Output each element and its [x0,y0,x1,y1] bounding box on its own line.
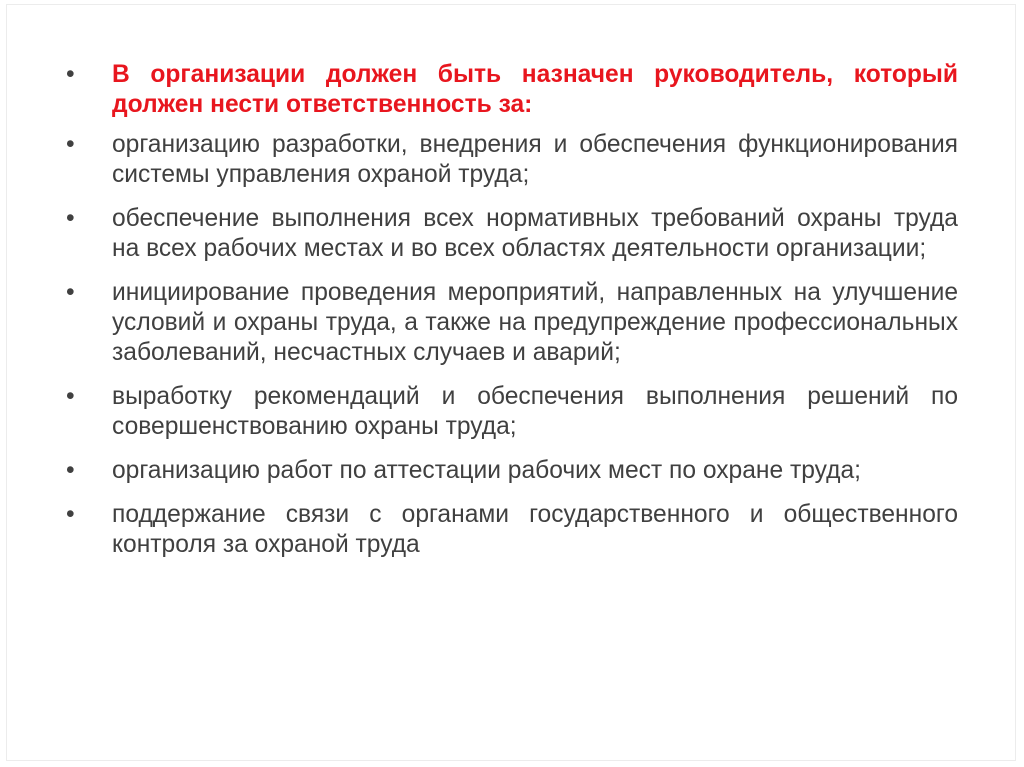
list-item-text: обеспечение выполнения всех нормативных требований охраны труда на всех рабочих местах и во всех областях деятельности организации; [112,205,958,262]
list-item [66,278,958,368]
list-item [66,456,958,486]
list-item [66,500,958,560]
list-item [66,382,958,442]
list-item [66,130,958,190]
bullet-icon: • [66,61,75,88]
bullet-icon: • [66,457,75,484]
bullet-icon: • [66,501,75,528]
bullet-icon: • [66,279,75,306]
list-item-text: В организации должен быть назначен руководитель, который должен нести ответственность за: [112,61,958,118]
list-item-text: инициирование проведения мероприятий, направленных на улучшение условий и охраны труда, а также на предупреждение профессиональных заболеваний, несчастных случаев и аварий; [112,279,958,366]
bullet-icon: • [66,205,75,232]
bullet-list [66,60,958,574]
list-item-text: организацию разработки, внедрения и обеспечения функционирования системы управления охраной труда; [112,131,958,188]
list-item [66,204,958,264]
bullet-icon: • [66,383,75,410]
list-item-text: организацию работ по аттестации рабочих мест по охране труда; [112,457,861,484]
bullet-icon: • [66,131,75,158]
list-item-heading [66,60,958,120]
list-item-text: выработку рекомендаций и обеспечения выполнения решений по совершенствованию охраны труда; [112,383,958,440]
list-item-text: поддержание связи с органами государственного и общественного контроля за охраной труда [112,501,958,558]
